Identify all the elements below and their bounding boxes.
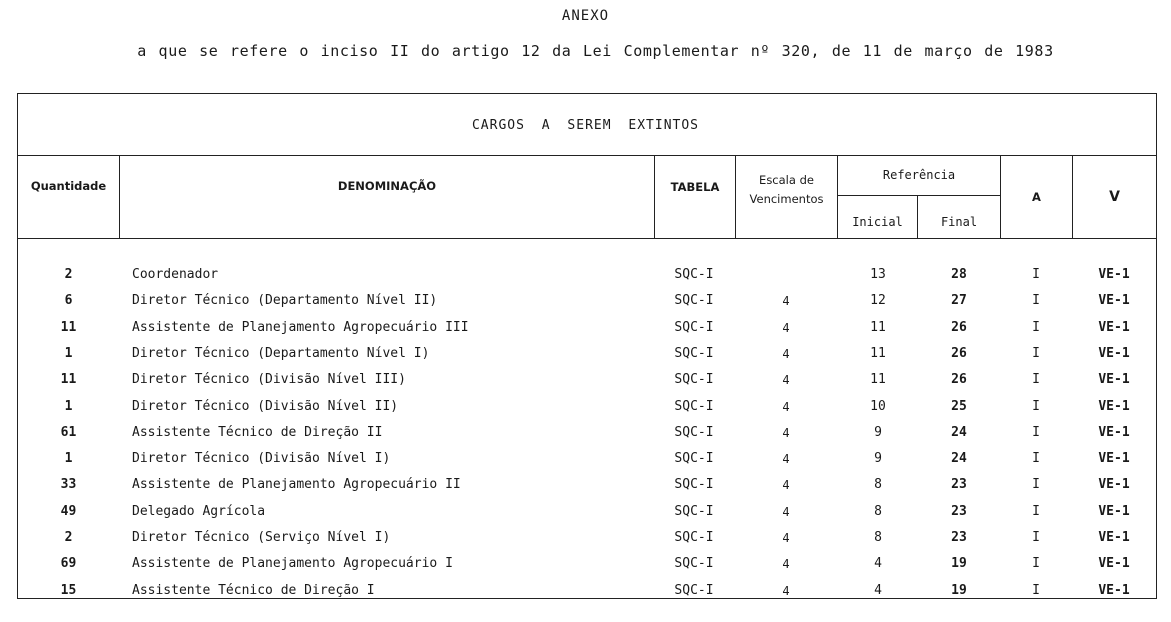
table-row xyxy=(18,551,1156,577)
cell-inicial: 13 xyxy=(870,267,886,282)
table-row xyxy=(18,446,1156,472)
cell-inicial: 9 xyxy=(874,451,882,467)
document-subtitle: a que se refere o inciso II do artigo 12 da Lei Complementar nº 320, de 11 de março de 1983 xyxy=(137,42,1054,60)
cell-v: VE-1 xyxy=(1098,556,1130,572)
cell-a: I xyxy=(1032,503,1040,519)
cell-escala: 4 xyxy=(782,425,790,440)
cell-final: 19 xyxy=(951,556,967,572)
cell-a: I xyxy=(1032,398,1040,414)
cell-quantidade: 2 xyxy=(64,530,73,545)
table-title: CARGOS A SEREM EXTINTOS xyxy=(471,118,699,133)
cell-inicial: 4 xyxy=(874,556,882,572)
header-quantidade: Quantidade xyxy=(30,178,107,193)
cell-inicial: 11 xyxy=(870,319,886,335)
cell-v: VE-1 xyxy=(1098,267,1130,282)
header-tabela: TABELA xyxy=(670,179,720,194)
cell-a: I xyxy=(1032,530,1040,545)
cell-a: I xyxy=(1032,477,1040,493)
cell-v: VE-1 xyxy=(1098,424,1130,440)
cell-quantidade: 33 xyxy=(60,477,77,493)
header-escala: Escala de Vencimentos xyxy=(749,173,824,206)
cell-tabela: SQC-I xyxy=(674,451,714,467)
cell-escala: 4 xyxy=(782,373,790,388)
cell-quantidade: 1 xyxy=(64,451,73,467)
cell-denominacao: Diretor Técnico (Departamento Nível II) xyxy=(132,293,438,309)
cell-tabela: SQC-I xyxy=(674,267,714,282)
header-a: A xyxy=(1032,189,1041,204)
cell-inicial: 11 xyxy=(870,372,886,388)
cell-a: I xyxy=(1032,345,1040,361)
cell-tabela: SQC-I xyxy=(674,582,714,598)
table-row xyxy=(18,367,1156,393)
cell-v: VE-1 xyxy=(1098,398,1130,414)
cell-a: I xyxy=(1032,582,1040,598)
cell-final: 23 xyxy=(951,503,967,519)
cell-tabela: SQC-I xyxy=(674,372,714,388)
cell-final: 26 xyxy=(951,345,967,361)
cell-inicial: 8 xyxy=(874,477,882,493)
cell-inicial: 9 xyxy=(874,424,882,440)
cell-denominacao: Coordenador xyxy=(132,267,219,282)
cell-final: 28 xyxy=(951,267,967,282)
cell-final: 19 xyxy=(951,582,967,598)
cell-final: 23 xyxy=(951,477,967,493)
cell-quantidade: 49 xyxy=(60,503,77,519)
cell-denominacao: Diretor Técnico (Departamento Nível I) xyxy=(132,345,430,361)
cell-escala: 4 xyxy=(782,452,790,467)
cell-inicial: 8 xyxy=(874,530,882,545)
cell-denominacao: Assistente Técnico de Direção I xyxy=(132,582,375,598)
table-row xyxy=(18,341,1156,367)
document-title: ANEXO xyxy=(561,8,610,24)
cell-escala: 4 xyxy=(782,504,790,519)
cell-tabela: SQC-I xyxy=(674,530,714,545)
cell-escala: 4 xyxy=(782,294,790,309)
cell-a: I xyxy=(1032,267,1040,282)
cell-final: 27 xyxy=(951,293,967,309)
cell-denominacao: Assistente de Planejamento Agropecuário I xyxy=(132,556,453,572)
cell-a: I xyxy=(1032,556,1040,572)
table-row xyxy=(18,315,1156,341)
cell-denominacao: Diretor Técnico (Serviço Nível I) xyxy=(132,530,391,545)
header-referencia: Referência xyxy=(882,168,956,182)
cell-tabela: SQC-I xyxy=(674,293,714,309)
cell-escala xyxy=(736,262,836,288)
cell-escala: 4 xyxy=(782,346,790,361)
table-row xyxy=(18,288,1156,314)
cell-quantidade: 1 xyxy=(64,345,73,361)
cell-v: VE-1 xyxy=(1098,293,1130,309)
cell-inicial: 12 xyxy=(870,293,886,309)
cell-v: VE-1 xyxy=(1098,451,1130,467)
cell-quantidade: 11 xyxy=(60,372,77,388)
header-final: Final xyxy=(940,214,978,229)
cell-final: 25 xyxy=(951,398,967,414)
cell-quantidade: 69 xyxy=(60,556,77,572)
cell-a: I xyxy=(1032,372,1040,388)
cell-denominacao: Diretor Técnico (Divisão Nível III) xyxy=(132,372,406,388)
cell-v: VE-1 xyxy=(1098,477,1130,493)
table-row xyxy=(18,578,1156,604)
cell-escala: 4 xyxy=(782,399,790,414)
cell-v: VE-1 xyxy=(1098,530,1130,545)
cell-a: I xyxy=(1032,319,1040,335)
cell-final: 24 xyxy=(951,424,967,440)
cell-denominacao: Assistente de Planejamento Agropecuário III xyxy=(132,319,469,335)
cell-denominacao: Delegado Agrícola xyxy=(132,503,266,519)
cell-quantidade: 2 xyxy=(64,267,73,282)
cell-tabela: SQC-I xyxy=(674,556,714,572)
cell-denominacao: Assistente Técnico de Direção II xyxy=(132,424,383,440)
cell-tabela: SQC-I xyxy=(674,477,714,493)
table-row xyxy=(18,525,1156,551)
cell-tabela: SQC-I xyxy=(674,503,714,519)
cell-quantidade: 61 xyxy=(60,424,77,440)
cell-v: VE-1 xyxy=(1098,372,1130,388)
table-row xyxy=(18,472,1156,498)
cell-inicial: 8 xyxy=(874,503,882,519)
cell-inicial: 4 xyxy=(874,582,882,598)
cell-escala: 4 xyxy=(782,478,790,493)
table-row xyxy=(18,420,1156,446)
cell-a: I xyxy=(1032,424,1040,440)
cell-tabela: SQC-I xyxy=(674,319,714,335)
cell-v: VE-1 xyxy=(1098,582,1130,598)
cell-quantidade: 11 xyxy=(60,319,77,335)
cell-quantidade: 1 xyxy=(64,398,73,414)
cell-quantidade: 6 xyxy=(64,293,73,309)
cell-v: VE-1 xyxy=(1098,345,1130,361)
cell-quantidade: 15 xyxy=(60,582,77,598)
cell-denominacao: Diretor Técnico (Divisão Nível I) xyxy=(132,451,391,467)
table-row xyxy=(18,262,1156,288)
cell-denominacao: Assistente de Planejamento Agropecuário II xyxy=(132,477,461,493)
cell-a: I xyxy=(1032,451,1040,467)
header-inicial: Inicial xyxy=(852,214,903,229)
cell-tabela: SQC-I xyxy=(674,424,714,440)
table-row xyxy=(18,394,1156,420)
cell-inicial: 11 xyxy=(870,345,886,361)
cell-escala: 4 xyxy=(782,531,790,545)
cell-denominacao: Diretor Técnico (Divisão Nível II) xyxy=(132,398,399,414)
cell-escala: 4 xyxy=(782,557,790,572)
cell-v: VE-1 xyxy=(1098,503,1130,519)
cell-inicial: 10 xyxy=(870,398,886,414)
referencia-divider xyxy=(837,195,1000,196)
cell-final: 26 xyxy=(951,319,967,335)
cell-escala: 4 xyxy=(782,320,790,335)
cell-a: I xyxy=(1032,293,1040,309)
cell-final: 24 xyxy=(951,451,967,467)
cell-tabela: SQC-I xyxy=(674,345,714,361)
cell-escala: 4 xyxy=(782,583,790,598)
cell-tabela: SQC-I xyxy=(674,398,714,414)
cell-final: 26 xyxy=(951,372,967,388)
table-row xyxy=(18,499,1156,525)
cell-v: VE-1 xyxy=(1098,319,1130,335)
header-denominacao: DENOMINAÇÃO xyxy=(337,178,437,193)
header-v: V xyxy=(1109,188,1120,205)
cell-final: 23 xyxy=(951,530,967,545)
